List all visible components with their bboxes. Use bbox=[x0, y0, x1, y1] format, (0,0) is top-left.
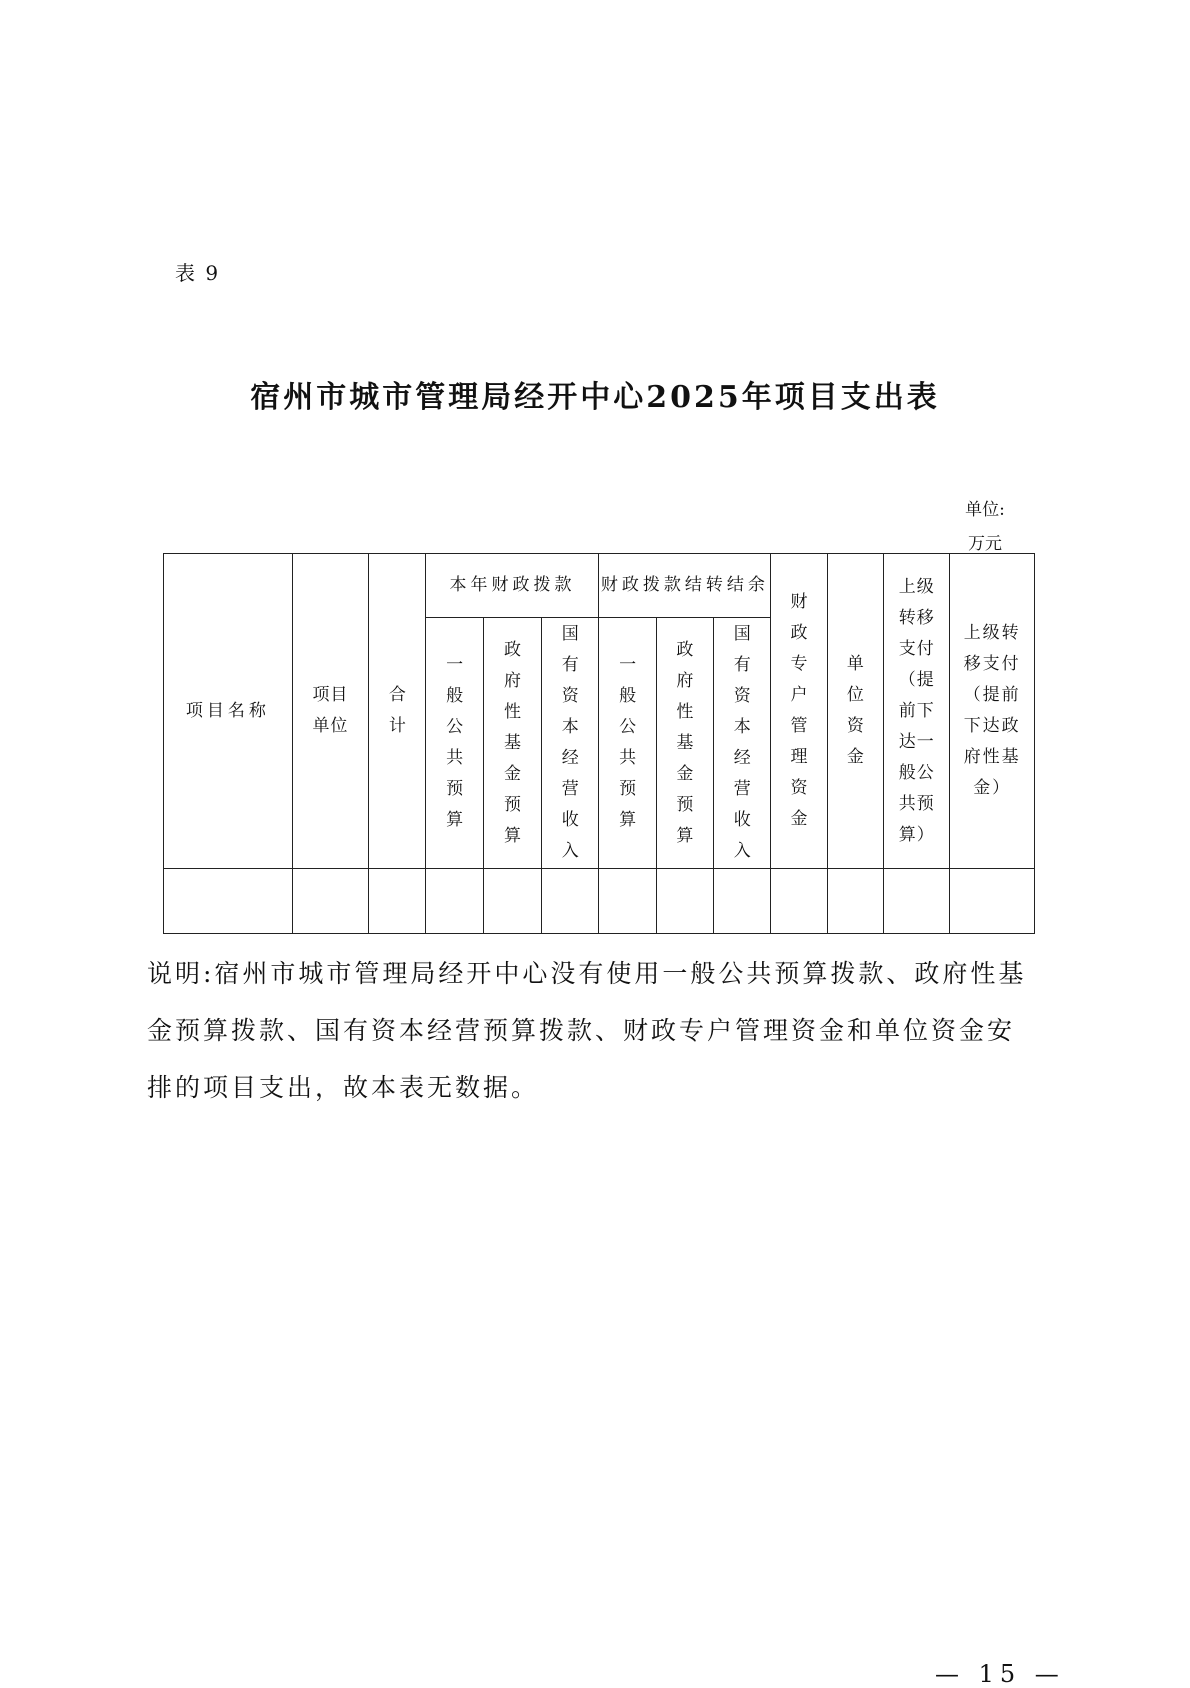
header-gov-fund-carryover-text: 政府性基金预算 bbox=[676, 639, 694, 846]
header-state-capital-carryover bbox=[714, 618, 771, 869]
table-cell bbox=[827, 869, 883, 934]
table-cell bbox=[369, 869, 426, 934]
header-special-account bbox=[771, 554, 827, 869]
header-general-public-current-text: 一般公共预算 bbox=[446, 655, 464, 830]
header-gov-fund-current-text: 政府性基金预算 bbox=[503, 639, 521, 846]
header-transfer-fund-text: 上级转移支付（提前下达政府性基金） bbox=[963, 623, 1021, 798]
header-general-public-carryover-text: 一般公共预算 bbox=[619, 655, 637, 830]
header-project-name: 项目名称 bbox=[164, 554, 293, 869]
table-label: 表 9 bbox=[175, 261, 221, 285]
header-carryover-group bbox=[599, 554, 771, 618]
header-project-unit bbox=[292, 554, 368, 869]
header-state-capital-current-text: 国有资本经营收入 bbox=[561, 624, 579, 861]
unit-label-line1: 单位: bbox=[965, 500, 1005, 520]
header-general-public-carryover bbox=[599, 618, 656, 869]
header-project-unit-text: 项目单位 bbox=[312, 685, 349, 736]
header-state-capital-carryover-text: 国有资本经营收入 bbox=[733, 624, 751, 861]
header-general-public-current bbox=[426, 618, 483, 869]
table-cell bbox=[950, 869, 1035, 934]
table-cell bbox=[542, 869, 599, 934]
table-cell bbox=[771, 869, 827, 934]
header-transfer-fund bbox=[950, 554, 1035, 869]
table-cell bbox=[714, 869, 771, 934]
header-row-1 bbox=[164, 554, 1035, 618]
header-unit-funds-text: 单位资金 bbox=[846, 654, 864, 767]
header-special-account-text: 财政专户管理资金 bbox=[790, 592, 808, 829]
project-expenditure-table bbox=[163, 553, 1035, 934]
header-carryover-group-text: 财政拨款结转结余 bbox=[600, 575, 769, 595]
table-cell bbox=[426, 869, 483, 934]
header-gov-fund-carryover bbox=[656, 618, 713, 869]
table-cell bbox=[599, 869, 656, 934]
explanation-note: 说明:宿州市城市管理局经开中心没有使用一般公共预算拨款、政府性基金预算拨款、国有资本经营预算拨款、财政专户管理资金和单位资金安排的项目支出，故本表无数据。 bbox=[147, 959, 1027, 1102]
table-row bbox=[164, 869, 1035, 934]
header-current-year-group: 本年财政拨款 bbox=[426, 554, 599, 618]
table-cell bbox=[884, 869, 950, 934]
header-total-text: 合计 bbox=[388, 685, 406, 736]
header-gov-fund-current bbox=[483, 618, 541, 869]
page-number: — 15 — bbox=[935, 1660, 1065, 1688]
unit-label bbox=[955, 493, 1015, 561]
page-title: 宿州市城市管理局经开中心2025年项目支出表 bbox=[250, 380, 940, 415]
table-cell bbox=[656, 869, 713, 934]
header-transfer-general-text: 上级转移支付（提前下达一般公共预算） bbox=[898, 576, 935, 845]
header-state-capital-current bbox=[542, 618, 599, 869]
header-total bbox=[369, 554, 426, 869]
table-cell bbox=[483, 869, 541, 934]
table-cell bbox=[164, 869, 293, 934]
table-cell bbox=[292, 869, 368, 934]
header-unit-funds bbox=[827, 554, 883, 869]
unit-label-line2: 万元 bbox=[968, 534, 1002, 554]
header-transfer-general bbox=[884, 554, 950, 869]
